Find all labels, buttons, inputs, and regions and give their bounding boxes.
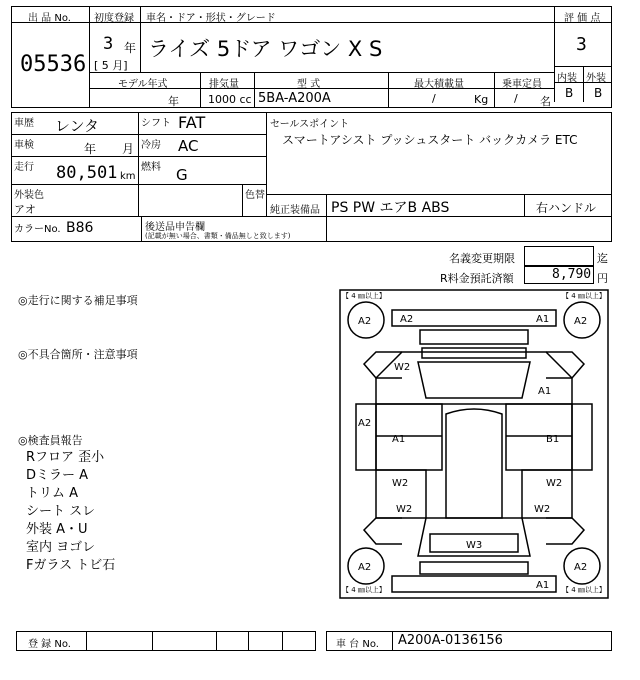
month-value: [ 5 月]	[94, 59, 128, 72]
mileage-unit: km	[120, 171, 136, 182]
ac-value: AC	[178, 137, 199, 155]
tire-rl-grade: A2	[358, 562, 372, 573]
ext-color: アオ	[14, 203, 36, 216]
reg-no-label: 登 録 No.	[28, 639, 71, 650]
rear-gate-grade: W3	[466, 540, 483, 551]
inspection-label: 車検	[14, 140, 34, 151]
type-code: 5BA-A200A	[258, 91, 331, 106]
name-change-unit: 迄	[597, 252, 608, 265]
inspection-year-unit: 年	[84, 142, 97, 156]
grade: 3	[576, 34, 587, 55]
color-change-label: 色替	[245, 190, 265, 201]
model-year-unit: 年	[168, 95, 179, 108]
report-line: シート スレ	[26, 504, 96, 519]
capacity-label: 乗車定員	[502, 79, 542, 90]
defects-notes-label: ◎不具合箇所・注意事項	[18, 348, 138, 361]
exterior-label: 外装	[586, 73, 606, 84]
history-value: レンタ	[55, 117, 100, 135]
history-label: 車歴	[14, 118, 34, 129]
lot-no: 05536	[20, 52, 87, 77]
tire-fl-depth: 【 4 ㎜以上】	[342, 292, 386, 300]
report-line: トリム A	[26, 486, 79, 501]
report-line: Fガラス トビ石	[26, 558, 116, 573]
rear-bumper-right: A1	[536, 580, 550, 591]
type-label: 型 式	[297, 79, 321, 90]
after-docs-label: 後送品申告欄	[145, 222, 205, 233]
shift-value: FAT	[178, 113, 206, 132]
report-line: Dミラー A	[26, 468, 89, 483]
displacement-label: 排気量	[209, 79, 239, 90]
genuine-value: PS PW エアB ABS	[331, 200, 450, 216]
right-front-door-grade: B1	[546, 434, 560, 445]
color-no: B86	[66, 220, 94, 236]
lot-no-label: 出 品 No.	[28, 13, 71, 24]
model-name: ライズ 5ドア ワゴン X S	[148, 37, 383, 61]
sales-points: スマートアシスト プッシュスタート バックカメラ ETC	[282, 133, 578, 147]
right-rear-door-grade: W2	[546, 478, 563, 489]
sales-points-label: セールスポイント	[270, 119, 350, 130]
chassis-label: 車 台 No.	[336, 639, 379, 650]
right-fender-grade: A1	[538, 386, 552, 397]
year-value: 3	[103, 34, 114, 54]
name-change-label: 名義変更期限	[449, 252, 515, 265]
name-change-box	[524, 246, 594, 266]
recycle-label: R料金預託済額	[440, 272, 514, 285]
tire-fl-grade: A2	[358, 316, 372, 327]
left-quarter-grade: W2	[396, 504, 413, 515]
report-line: 室内 ヨゴレ	[26, 540, 96, 555]
first-reg-label: 初度登録	[94, 13, 134, 24]
recycle-unit: 円	[597, 272, 608, 285]
damage-diagram	[334, 286, 614, 602]
max-load-unit: Kg	[474, 93, 489, 106]
model-year-label: モデル年式	[118, 79, 168, 90]
interior-grade: B	[565, 86, 574, 100]
max-load-slash: /	[432, 92, 436, 105]
fuel-label: 燃料	[141, 162, 161, 173]
left-fender-grade: A2	[358, 418, 372, 429]
left-front-door-grade: A1	[392, 434, 406, 445]
report-line: Rフロア 歪小	[26, 450, 105, 465]
inspection-month-unit: 月	[122, 142, 135, 156]
left-rear-door-grade: W2	[392, 478, 409, 489]
mileage-label: 走行	[14, 162, 34, 173]
steering-value: 右ハンドル	[536, 201, 597, 215]
max-load-label: 最大積載量	[414, 79, 464, 90]
displacement-value: 1000 cc	[208, 93, 252, 106]
mileage-value: 80,501	[56, 163, 118, 183]
inspector-report-label: ◎検査員報告	[18, 434, 83, 447]
report-line: 外装 A・U	[26, 522, 88, 537]
shift-label: シフト	[141, 118, 171, 129]
recycle-value: 8,790	[552, 267, 592, 282]
grade-label: 評 価 点	[564, 13, 601, 24]
tire-rl-depth: 【 4 ㎜以上】	[342, 586, 386, 594]
ext-color-label: 外装色	[14, 190, 44, 201]
after-docs-note: (記載が無い場合、書類・備品無しと致します)	[145, 232, 291, 240]
driving-notes-label: ◎走行に関する補足事項	[18, 294, 138, 307]
ac-label: 冷房	[141, 140, 161, 151]
tire-rr-grade: A2	[574, 562, 588, 573]
front-bumper-left: A2	[400, 314, 414, 325]
fuel-value: G	[176, 166, 188, 184]
capacity-unit: 名	[540, 95, 551, 108]
model-name-label: 車名・ドア・形状・グレード	[146, 13, 276, 24]
tire-fr-grade: A2	[574, 316, 588, 327]
capacity-slash: /	[514, 92, 518, 105]
color-no-label: カラーNo.	[14, 224, 61, 235]
year-unit: 年	[124, 41, 137, 55]
tire-rr-depth: 【 4 ㎜以上】	[562, 586, 606, 594]
right-quarter-grade: W2	[534, 504, 551, 515]
genuine-label: 純正装備品	[270, 205, 320, 216]
exterior-grade: B	[594, 86, 603, 100]
front-bumper-right: A1	[536, 314, 550, 325]
chassis-no: A200A-0136156	[398, 633, 503, 648]
tire-fr-depth: 【 4 ㎜以上】	[562, 292, 606, 300]
hood-left-grade: W2	[394, 362, 411, 373]
interior-label: 内装	[557, 73, 577, 84]
